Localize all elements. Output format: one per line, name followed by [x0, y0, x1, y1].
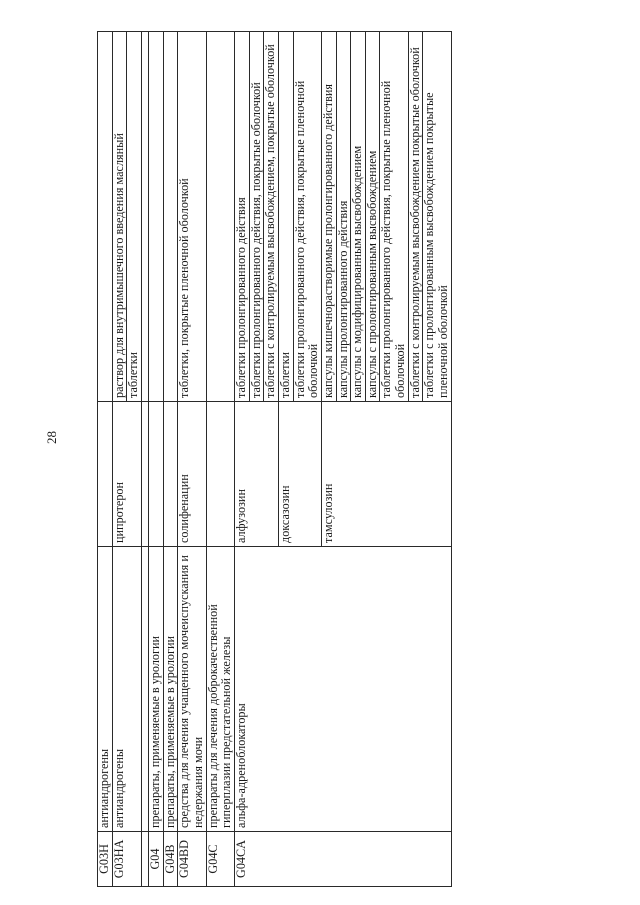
drug-name: солифенацин	[178, 402, 206, 547]
group-name: антиандрогены	[112, 547, 141, 832]
drug-name	[141, 402, 148, 547]
dosage-forms	[112, 32, 141, 402]
atc-code: G04CA	[234, 832, 451, 887]
dosage-forms	[234, 32, 278, 402]
drug-name	[148, 402, 163, 547]
dosage-form: таблетки пролонгированного действия, покрытые пленочной оболочкой	[293, 32, 321, 401]
group-name: препараты для лечения доброкачественной гиперплазии предстательной железы	[206, 547, 234, 832]
table-row	[98, 32, 113, 887]
rotated-table-container	[97, 32, 537, 887]
dosage-forms	[163, 32, 178, 402]
group-name: антиандрогены	[98, 547, 113, 832]
drug-name: тамсулозин	[321, 402, 451, 547]
group-name: средства для лечения учащенного мочеиспускания и недержания мочи	[178, 547, 206, 832]
dosage-forms	[278, 32, 321, 402]
dosage-form: таблетки с контролируемым высвобождением покрытые оболочкой	[408, 32, 423, 401]
dosage-forms	[148, 32, 163, 402]
table-row	[112, 32, 141, 887]
group-name: альфа-адреноблокаторы	[234, 547, 451, 832]
group-name: препараты, применяемые в урологии	[148, 547, 163, 832]
dosage-form: таблетки с пролонгированным высвобождением покрытые пленочной оболочкой	[422, 32, 450, 401]
atc-code: G04B	[163, 832, 178, 887]
table-row	[206, 32, 234, 887]
table-row	[148, 32, 163, 887]
dosage-forms	[178, 32, 206, 402]
atc-code: G03HA	[112, 832, 141, 887]
atc-code: G04BD	[178, 832, 206, 887]
dosage-form: капсулы кишечнорастворимые пролонгированного действия	[320, 84, 335, 398]
dosage-forms	[141, 32, 148, 402]
atc-code: G04	[148, 832, 163, 887]
dosage-form: таблетки с контролируемым высвобождением, покрытые оболочкой	[263, 32, 278, 401]
drug-name: доксазозин	[278, 402, 321, 547]
dosage-form: таблетки пролонгированного действия, покрытые оболочкой	[249, 32, 264, 401]
drug-name: алфузозин	[234, 402, 278, 547]
dosage-form: таблетки	[126, 32, 141, 401]
dosage-form: капсулы пролонгированного действия	[336, 32, 351, 401]
drug-table	[97, 31, 452, 887]
table-row	[178, 32, 206, 887]
page-number: 28	[44, 431, 59, 444]
dosage-forms	[321, 32, 451, 402]
drug-name	[206, 402, 234, 547]
dosage-form: таблетки пролонгированного действия, покрытые пленочной оболочкой	[379, 32, 407, 401]
dosage-form: таблетки	[277, 351, 292, 398]
table-row	[234, 32, 278, 887]
dosage-form: таблетки пролонгированного действия	[233, 197, 248, 398]
drug-name	[98, 402, 113, 547]
dosage-form: капсулы с пролонгированным высвобождением	[365, 32, 380, 401]
atc-code: G04C	[206, 832, 234, 887]
dosage-form: раствор для внутримышечного введения масляный	[111, 133, 126, 398]
drug-name	[163, 402, 178, 547]
dosage-forms	[206, 32, 234, 402]
dosage-forms	[98, 32, 113, 402]
dosage-form: капсулы с модифицированным высвобождением	[350, 32, 365, 401]
table-row	[163, 32, 178, 887]
group-name: препараты, применяемые в урологии	[163, 547, 178, 832]
drug-name: ципротерон	[112, 402, 141, 547]
atc-code: G03H	[98, 832, 113, 887]
dosage-form: таблетки, покрытые пленочной оболочкой	[177, 178, 192, 398]
